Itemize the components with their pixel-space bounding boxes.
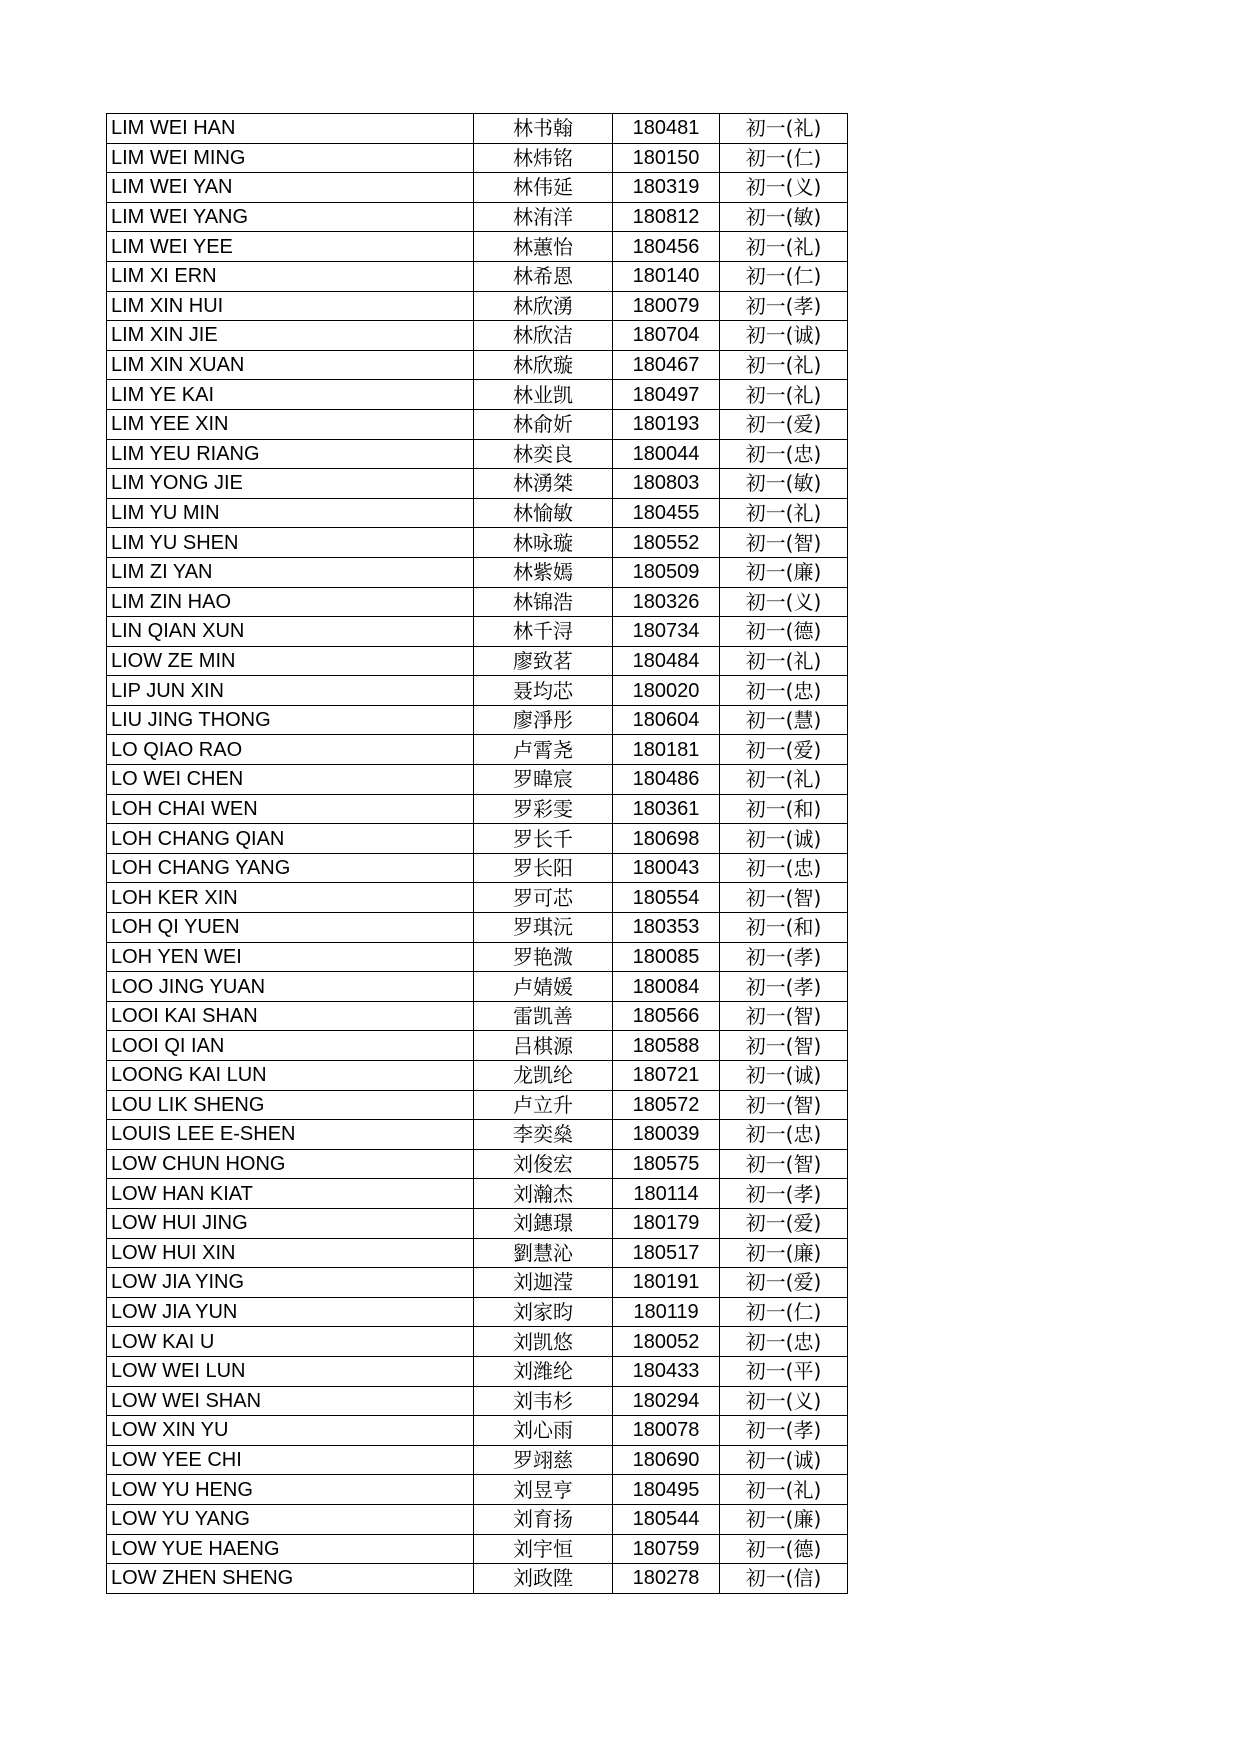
student-name-cell: LIM XIN JIE [107, 321, 474, 351]
student-name-cell: LOW ZHEN SHENG [107, 1564, 474, 1594]
student-id-cell: 180734 [613, 617, 720, 647]
chinese-name-cell: 林欣璇 [474, 350, 613, 380]
chinese-name-cell: 刘俊宏 [474, 1149, 613, 1179]
class-cell: 初一(平) [720, 1356, 848, 1386]
table-row [107, 498, 848, 528]
chinese-name-cell: 罗暐宸 [474, 765, 613, 795]
class-cell: 初一(孝) [720, 942, 848, 972]
class-cell: 初一(诚) [720, 824, 848, 854]
student-name-cell: LOW YEE CHI [107, 1445, 474, 1475]
class-cell: 初一(信) [720, 1564, 848, 1594]
class-cell: 初一(和) [720, 794, 848, 824]
table-row [107, 261, 848, 291]
class-cell: 初一(智) [720, 1149, 848, 1179]
table-row [107, 1031, 848, 1061]
student-id-cell: 180044 [613, 439, 720, 469]
table-row [107, 173, 848, 203]
class-cell: 初一(智) [720, 1001, 848, 1031]
student-name-cell: LIM XI ERN [107, 261, 474, 291]
student-name-cell: LOW HUI XIN [107, 1238, 474, 1268]
chinese-name-cell: 吕棋源 [474, 1031, 613, 1061]
student-id-cell: 180495 [613, 1475, 720, 1505]
chinese-name-cell: 林奕良 [474, 439, 613, 469]
table-row [107, 439, 848, 469]
chinese-name-cell: 雷凯善 [474, 1001, 613, 1031]
student-id-cell: 180085 [613, 942, 720, 972]
student-name-cell: LOW YUE HAENG [107, 1534, 474, 1564]
chinese-name-cell: 林业凯 [474, 380, 613, 410]
class-cell: 初一(德) [720, 617, 848, 647]
class-cell: 初一(礼) [720, 232, 848, 262]
class-cell: 初一(爱) [720, 1208, 848, 1238]
student-name-cell: LIM ZI YAN [107, 557, 474, 587]
student-id-cell: 180497 [613, 380, 720, 410]
student-id-cell: 180704 [613, 321, 720, 351]
student-name-cell: LOW KAI U [107, 1327, 474, 1357]
class-cell: 初一(礼) [720, 114, 848, 144]
student-name-cell: LIM YEU RIANG [107, 439, 474, 469]
class-cell: 初一(智) [720, 528, 848, 558]
chinese-name-cell: 李奕燊 [474, 1120, 613, 1150]
student-id-cell: 180575 [613, 1149, 720, 1179]
class-cell: 初一(廉) [720, 1504, 848, 1534]
student-id-cell: 180043 [613, 853, 720, 883]
chinese-name-cell: 罗琪沅 [474, 913, 613, 943]
student-name-cell: LIM WEI HAN [107, 114, 474, 144]
table-row [107, 1356, 848, 1386]
student-name-cell: LOH YEN WEI [107, 942, 474, 972]
chinese-name-cell: 刘凯悠 [474, 1327, 613, 1357]
chinese-name-cell: 龙凯纶 [474, 1061, 613, 1091]
student-id-cell: 180294 [613, 1386, 720, 1416]
table-row [107, 913, 848, 943]
table-row [107, 1061, 848, 1091]
student-name-cell: LOW YU YANG [107, 1504, 474, 1534]
table-row [107, 557, 848, 587]
chinese-name-cell: 罗长阳 [474, 853, 613, 883]
student-name-cell: LIU JING THONG [107, 705, 474, 735]
class-cell: 初一(敏) [720, 469, 848, 499]
class-cell: 初一(智) [720, 883, 848, 913]
student-name-cell: LO WEI CHEN [107, 765, 474, 795]
student-id-cell: 180079 [613, 291, 720, 321]
class-cell: 初一(诚) [720, 1061, 848, 1091]
student-id-cell: 180566 [613, 1001, 720, 1031]
chinese-name-cell: 刘鏸璟 [474, 1208, 613, 1238]
chinese-name-cell: 刘宇恒 [474, 1534, 613, 1564]
student-id-cell: 180078 [613, 1416, 720, 1446]
chinese-name-cell: 卢霄尧 [474, 735, 613, 765]
student-id-cell: 180721 [613, 1061, 720, 1091]
class-cell: 初一(义) [720, 587, 848, 617]
table-row [107, 469, 848, 499]
table-row [107, 1504, 848, 1534]
table-row [107, 646, 848, 676]
chinese-name-cell: 林蕙怡 [474, 232, 613, 262]
student-name-cell: LIP JUN XIN [107, 676, 474, 706]
chinese-name-cell: 林锦浩 [474, 587, 613, 617]
student-name-cell: LOW WEI LUN [107, 1356, 474, 1386]
student-name-cell: LOW CHUN HONG [107, 1149, 474, 1179]
student-id-cell: 180572 [613, 1090, 720, 1120]
student-id-cell: 180759 [613, 1534, 720, 1564]
chinese-name-cell: 林俞妡 [474, 409, 613, 439]
table-row [107, 587, 848, 617]
student-id-cell: 180484 [613, 646, 720, 676]
student-id-cell: 180433 [613, 1356, 720, 1386]
student-name-cell: LOW HUI JING [107, 1208, 474, 1238]
table-row [107, 883, 848, 913]
student-id-cell: 180193 [613, 409, 720, 439]
student-name-cell: LOW JIA YING [107, 1268, 474, 1298]
table-row [107, 143, 848, 173]
table-row [107, 350, 848, 380]
student-id-cell: 180481 [613, 114, 720, 144]
student-name-cell: LOW JIA YUN [107, 1297, 474, 1327]
student-name-cell: LOH CHANG QIAN [107, 824, 474, 854]
class-cell: 初一(礼) [720, 765, 848, 795]
student-name-cell: LIOW ZE MIN [107, 646, 474, 676]
student-id-cell: 180150 [613, 143, 720, 173]
student-id-cell: 180084 [613, 972, 720, 1002]
class-cell: 初一(孝) [720, 291, 848, 321]
student-id-cell: 180181 [613, 735, 720, 765]
student-id-cell: 180467 [613, 350, 720, 380]
student-id-cell: 180140 [613, 261, 720, 291]
class-cell: 初一(礼) [720, 498, 848, 528]
student-id-cell: 180119 [613, 1297, 720, 1327]
table-row [107, 853, 848, 883]
student-name-cell: LIM ZIN HAO [107, 587, 474, 617]
table-row [107, 1327, 848, 1357]
chinese-name-cell: 罗艳溦 [474, 942, 613, 972]
student-list-table [106, 113, 848, 1594]
table-row [107, 232, 848, 262]
class-cell: 初一(仁) [720, 143, 848, 173]
chinese-name-cell: 林欣洁 [474, 321, 613, 351]
chinese-name-cell: 卢立升 [474, 1090, 613, 1120]
student-name-cell: LIM WEI YEE [107, 232, 474, 262]
student-name-cell: LIM YONG JIE [107, 469, 474, 499]
student-id-cell: 180509 [613, 557, 720, 587]
chinese-name-cell: 廖淨彤 [474, 705, 613, 735]
class-cell: 初一(孝) [720, 1416, 848, 1446]
student-name-cell: LOW YU HENG [107, 1475, 474, 1505]
table-row [107, 1564, 848, 1594]
student-id-cell: 180326 [613, 587, 720, 617]
table-row [107, 1386, 848, 1416]
chinese-name-cell: 林炜铭 [474, 143, 613, 173]
chinese-name-cell: 林书翰 [474, 114, 613, 144]
chinese-name-cell: 林咏璇 [474, 528, 613, 558]
class-cell: 初一(爱) [720, 409, 848, 439]
student-id-cell: 180554 [613, 883, 720, 913]
class-cell: 初一(忠) [720, 1120, 848, 1150]
table-row [107, 824, 848, 854]
class-cell: 初一(礼) [720, 646, 848, 676]
student-list-body [107, 114, 848, 1594]
chinese-name-cell: 林伟延 [474, 173, 613, 203]
class-cell: 初一(义) [720, 173, 848, 203]
student-id-cell: 180319 [613, 173, 720, 203]
table-row [107, 409, 848, 439]
student-name-cell: LOH CHAI WEN [107, 794, 474, 824]
class-cell: 初一(爱) [720, 735, 848, 765]
table-row [107, 1090, 848, 1120]
chinese-name-cell: 劉慧沁 [474, 1238, 613, 1268]
table-row [107, 1445, 848, 1475]
table-row [107, 1268, 848, 1298]
chinese-name-cell: 罗翊慈 [474, 1445, 613, 1475]
class-cell: 初一(德) [720, 1534, 848, 1564]
class-cell: 初一(忠) [720, 439, 848, 469]
chinese-name-cell: 罗彩雯 [474, 794, 613, 824]
chinese-name-cell: 卢婧媛 [474, 972, 613, 1002]
student-id-cell: 180361 [613, 794, 720, 824]
table-row [107, 202, 848, 232]
chinese-name-cell: 刘心雨 [474, 1416, 613, 1446]
class-cell: 初一(忠) [720, 1327, 848, 1357]
table-row [107, 1179, 848, 1209]
student-name-cell: LIM WEI YAN [107, 173, 474, 203]
table-row [107, 1416, 848, 1446]
chinese-name-cell: 刘政陞 [474, 1564, 613, 1594]
student-name-cell: LOUIS LEE E-SHEN [107, 1120, 474, 1150]
chinese-name-cell: 廖致茗 [474, 646, 613, 676]
table-row [107, 794, 848, 824]
student-id-cell: 180544 [613, 1504, 720, 1534]
class-cell: 初一(和) [720, 913, 848, 943]
class-cell: 初一(诚) [720, 1445, 848, 1475]
student-name-cell: LIM YEE XIN [107, 409, 474, 439]
student-id-cell: 180278 [613, 1564, 720, 1594]
student-name-cell: LIM XIN XUAN [107, 350, 474, 380]
student-name-cell: LOO JING YUAN [107, 972, 474, 1002]
class-cell: 初一(礼) [720, 380, 848, 410]
class-cell: 初一(礼) [720, 350, 848, 380]
class-cell: 初一(义) [720, 1386, 848, 1416]
table-row [107, 114, 848, 144]
table-row [107, 676, 848, 706]
table-row [107, 1208, 848, 1238]
chinese-name-cell: 林愉敏 [474, 498, 613, 528]
table-row [107, 528, 848, 558]
class-cell: 初一(仁) [720, 1297, 848, 1327]
table-row [107, 291, 848, 321]
table-row [107, 1149, 848, 1179]
chinese-name-cell: 林紫嫣 [474, 557, 613, 587]
chinese-name-cell: 罗可芯 [474, 883, 613, 913]
student-name-cell: LIM XIN HUI [107, 291, 474, 321]
chinese-name-cell: 林希恩 [474, 261, 613, 291]
student-name-cell: LO QIAO RAO [107, 735, 474, 765]
class-cell: 初一(仁) [720, 261, 848, 291]
student-id-cell: 180114 [613, 1179, 720, 1209]
chinese-name-cell: 刘家昀 [474, 1297, 613, 1327]
student-id-cell: 180698 [613, 824, 720, 854]
table-row [107, 705, 848, 735]
student-id-cell: 180020 [613, 676, 720, 706]
class-cell: 初一(孝) [720, 972, 848, 1002]
student-name-cell: LIM YU MIN [107, 498, 474, 528]
student-id-cell: 180803 [613, 469, 720, 499]
student-name-cell: LIN QIAN XUN [107, 617, 474, 647]
table-row [107, 1001, 848, 1031]
chinese-name-cell: 刘瀚杰 [474, 1179, 613, 1209]
student-name-cell: LIM WEI MING [107, 143, 474, 173]
student-id-cell: 180604 [613, 705, 720, 735]
student-id-cell: 180812 [613, 202, 720, 232]
class-cell: 初一(慧) [720, 705, 848, 735]
student-name-cell: LIM WEI YANG [107, 202, 474, 232]
student-id-cell: 180039 [613, 1120, 720, 1150]
chinese-name-cell: 林千浔 [474, 617, 613, 647]
class-cell: 初一(忠) [720, 853, 848, 883]
student-name-cell: LOW HAN KIAT [107, 1179, 474, 1209]
chinese-name-cell: 聂均芯 [474, 676, 613, 706]
student-name-cell: LOH KER XIN [107, 883, 474, 913]
student-name-cell: LOOI QI IAN [107, 1031, 474, 1061]
class-cell: 初一(孝) [720, 1179, 848, 1209]
class-cell: 初一(敏) [720, 202, 848, 232]
table-row [107, 1475, 848, 1505]
student-id-cell: 180456 [613, 232, 720, 262]
class-cell: 初一(廉) [720, 557, 848, 587]
chinese-name-cell: 刘潍纶 [474, 1356, 613, 1386]
student-id-cell: 180517 [613, 1238, 720, 1268]
student-id-cell: 180353 [613, 913, 720, 943]
table-row [107, 321, 848, 351]
class-cell: 初一(智) [720, 1090, 848, 1120]
table-row [107, 1120, 848, 1150]
table-row [107, 1534, 848, 1564]
student-id-cell: 180179 [613, 1208, 720, 1238]
class-cell: 初一(智) [720, 1031, 848, 1061]
student-name-cell: LOU LIK SHENG [107, 1090, 474, 1120]
table-row [107, 1238, 848, 1268]
table-row [107, 972, 848, 1002]
student-id-cell: 180052 [613, 1327, 720, 1357]
class-cell: 初一(爱) [720, 1268, 848, 1298]
student-name-cell: LIM YU SHEN [107, 528, 474, 558]
chinese-name-cell: 林欣湧 [474, 291, 613, 321]
class-cell: 初一(诚) [720, 321, 848, 351]
student-name-cell: LOH CHANG YANG [107, 853, 474, 883]
chinese-name-cell: 刘迦滢 [474, 1268, 613, 1298]
table-row [107, 942, 848, 972]
table-row [107, 617, 848, 647]
chinese-name-cell: 刘韦杉 [474, 1386, 613, 1416]
student-id-cell: 180588 [613, 1031, 720, 1061]
table-row [107, 765, 848, 795]
student-id-cell: 180455 [613, 498, 720, 528]
table-row [107, 735, 848, 765]
student-name-cell: LOOI KAI SHAN [107, 1001, 474, 1031]
student-id-cell: 180191 [613, 1268, 720, 1298]
student-id-cell: 180486 [613, 765, 720, 795]
student-id-cell: 180690 [613, 1445, 720, 1475]
class-cell: 初一(礼) [720, 1475, 848, 1505]
student-id-cell: 180552 [613, 528, 720, 558]
chinese-name-cell: 刘育扬 [474, 1504, 613, 1534]
student-name-cell: LOH QI YUEN [107, 913, 474, 943]
class-cell: 初一(忠) [720, 676, 848, 706]
table-row [107, 380, 848, 410]
student-name-cell: LOW XIN YU [107, 1416, 474, 1446]
student-name-cell: LIM YE KAI [107, 380, 474, 410]
class-cell: 初一(廉) [720, 1238, 848, 1268]
chinese-name-cell: 罗长千 [474, 824, 613, 854]
student-name-cell: LOW WEI SHAN [107, 1386, 474, 1416]
table-row [107, 1297, 848, 1327]
student-name-cell: LOONG KAI LUN [107, 1061, 474, 1091]
chinese-name-cell: 刘昱亨 [474, 1475, 613, 1505]
chinese-name-cell: 林湧桀 [474, 469, 613, 499]
chinese-name-cell: 林洧洋 [474, 202, 613, 232]
